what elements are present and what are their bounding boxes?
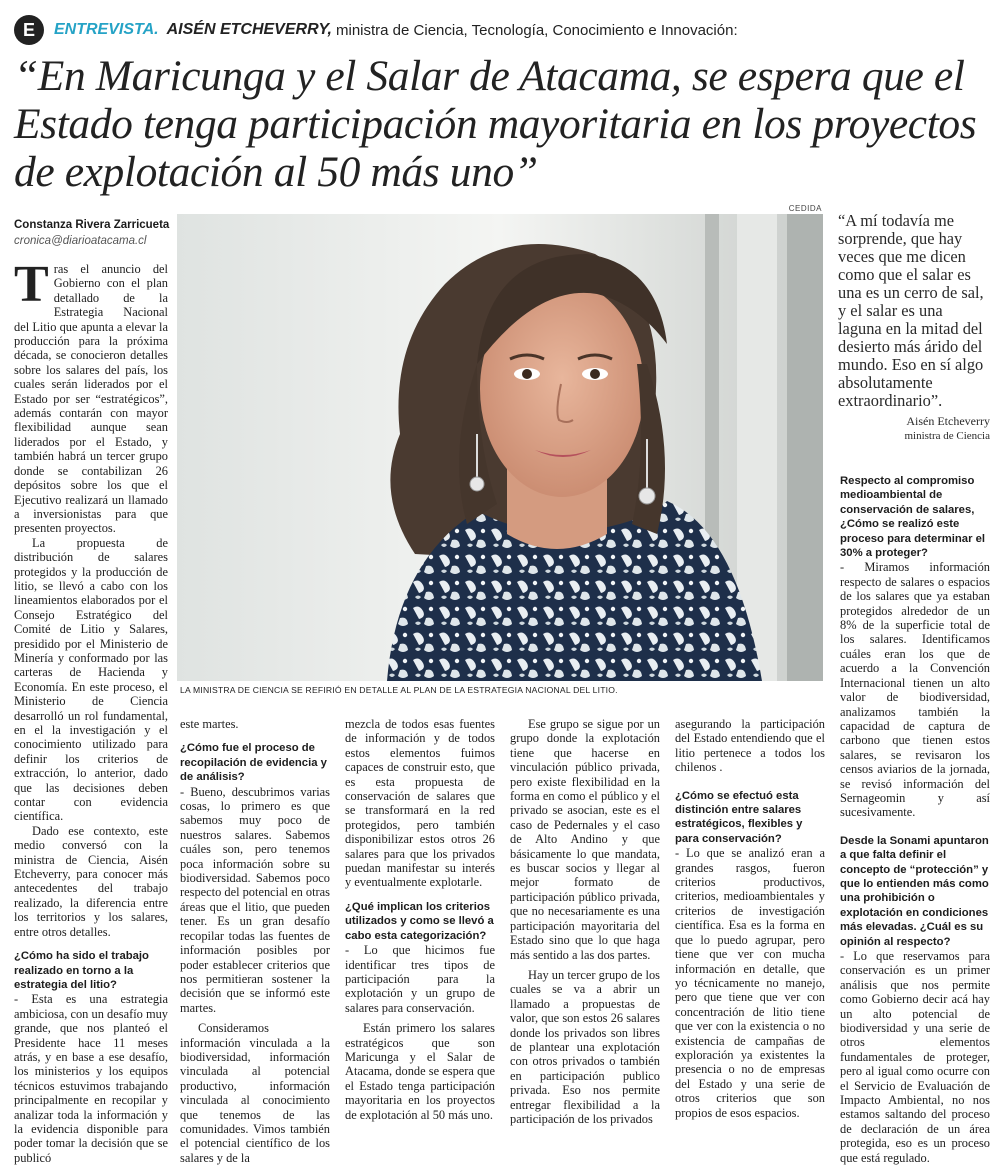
question: ¿Cómo fue el proceso de recopilación de evidencia y de análisis? [180,742,327,784]
byline [14,217,174,249]
interviewee-name: AISÉN ETCHEVERRY, [166,21,332,38]
answer: - Esta es una estrategia ambiciosa, con un desafío muy grande, que nos planteó el Presidente hace 11 meses atrás, y en base a ese desafío, los ministerios y los equipos técnicos estuvimos trabajando principalmente en recopilar y analizar toda la información y la evidencia disponible para poder tomar la decisión que se publicó [14,992,168,1165]
question: ¿Cómo ha sido el trabajo realizado en torno a la estrategia del litio? [14,950,149,991]
article-column-4 [510,717,660,1126]
answer: - Lo que reservamos para conservación es un primer análisis que nos permite como Gobierno decir acá hay un alto potencial de biodiversidad y una serie de otros elementos fundamentales de proteger, pero al igual como ocurre con el Servicio de Evaluación de Impacto Ambiental, no nos estamos saltando del proceso de declaración de un área protegida, eso es un proceso que está regulado. [840,949,990,1165]
section-tag: ENTREVISTA. [54,21,159,38]
paragraph: Hay un tercer grupo de los cuales se va a abrir un llamado a propuestas de valor, que son estos 26 salares donde los privados son libres de plantear una explotación con otros privados o también en participación publico privada. Eso nos permite entregar flexibilidad a la participación de los privados [510,967,660,1126]
paragraph: mezcla de todos esas fuentes de información y de todos estos elementos fuimos capaces de construir esto, que es esta propuesta de conservación de salares que se transformará en la red protegidos, pero también disponibilizar estos otros 26 salares para que los privados puedan manifestar su interés y eventualmente explotarle. [345,717,495,890]
portrait-illustration [177,214,823,681]
headline: “En Maricunga y el Salar de Atacama, se espera que el Estado tenga participación mayoritaria en los proyectos de explotación al 50 más uno” [14,52,977,196]
pull-quote-role: ministra de Ciencia [904,430,990,442]
author-name: Constanza Rivera Zarricueta [14,219,170,231]
question: ¿Cómo se efectuó esta distinción entre salares estratégicos, flexibles y para conservación? [675,789,803,845]
question: ¿Qué implican los criterios utilizados y como se llevó a cabo esta categorización? [345,900,494,942]
question: Desde la Sonami apuntaron a que falta definir el concepto de “protección” y que lo entienden más como una prohibición o explotación en condiciones más elevadas. ¿Cuál es su opinión al respecto? [840,834,989,948]
article-column-6 [840,474,990,1165]
paragraph: Consideramos información vinculada a la biodiversidad, información vinculada al potencial productivo, información vinculada al conocimiento que tenemos de las comunidades. Vimos también el potencial científico de los salares y de la [180,1021,330,1165]
photo-credit: CEDIDA [788,204,822,213]
article-column-3 [345,717,495,1122]
pull-quote-source: Aisén Etcheverry [906,414,990,428]
answer: - Miramos información respecto de salares o espacios de los salares que ya estaban protegidos alrededor de un 8% de la superficie total de los salares. Identificamos cuáles eran los que de acuerdo a la Convención Internacional tienen un alto valor de biodiversidad, analizamos también la capacidad de captura de carbono que tienen estos salares, se revisaron los censos aviarios de la jornada, se revisó información del Sernageomin y así sucesivamente. [840,560,990,820]
section-badge: E [14,15,44,45]
paragraph: La propuesta de distribución de salares protegidos y la producción de litio, se llevó a cabo con los lineamientos elaborados por el Consejo Estratégico del Comité de Litio y Salares, presidido por el Ministerio de Minería y conformado por las carteras de Hacienda y Economía. En este proceso, el Ministerio de Ciencia desarrolló un rol fundamental, en el la investigación y el conocimiento utilizado para definir los criterios de extracción, lo anterior, dado que las decisiones deben contar con evidencia científica. [14,535,168,824]
article-column-2 [180,717,330,1165]
photo-caption: LA MINISTRA DE CIENCIA SE REFIRIÓ EN DETALLE AL PLAN DE LA ESTRATEGIA NACIONAL DEL LITIO. [180,685,618,695]
pull-quote-text: “A mí todavía me sorprende, que hay veces que me dicen como que el salar es una es un cerro de sal, y el salar es una laguna en la mitad del desierto más árido del mundo. Eso en sí algo absolutamente extraordinario”. [838,211,984,410]
paragraph: Dado ese contexto, este medio conversó con la ministra de Ciencia, Aisén Etcheverry, para conocer más antecedentes del trabajo realizado, la diferencia entre los territorios y los salares, entre otros detalles. [14,823,168,939]
article-column-5 [675,717,825,1120]
article-column-1 [14,256,168,1165]
interviewee-photo [177,214,823,681]
paragraph: Ese grupo se sigue por un grupo donde la explotación tiene que hacerse en vinculación público privada, pero existe flexibilidad en la forma en como el público y el privado se asocian, este es el caso de Pedernales y el caso de Alto Andino y que básicamente lo que mandata, es buscar socios y llegar al mejor formato de participación público privada, que no necesariamente es una participación mayoritaria del Estado sino que lo que haga más sentido a las dos partes. [510,717,660,962]
kicker [14,14,738,46]
paragraph: Están primero los salares estratégicos que son Maricunga y el Salar de Atacama, donde se espera que el Estado tenga participación mayoritaria en los proyectos de explotación al 50 más uno. [345,1021,495,1122]
answer: - Lo que hicimos fue identificar tres tipos de participación para la explotación y un grupo de salares para conservación. [345,943,495,1015]
paragraph-text: ras el anuncio del Gobierno con el plan detallado de la Estrategia Nacional del Litio que apunta a elevar la producción para la próxima década, se conocieron detalles sobre los salares del país, los cuales serán liderados por el Estado por ser “estratégicos”, además contarán con mayor flexibilidad aunque sean liderados por el Estado, y también habrá un tercer grupo donde se contabilizan 26 depósitos sobre los que el Ejecutivo realizará un llamado a inversionistas para que presenten proyectos. [14,262,168,536]
answer: - Lo que se analizó eran a grandes rasgos, fueron criterios productivos, criterios, medioambientales y criterios de investigación científica. Esa es la forma en que lo puedo agrupar, pero tiene que ver con mucha información en detalle, que yo técnicamente no manejo, pero que tiene que ver con concentración de litio tiene que ver con la existencia o no existencia de campañas de exploración ya existentes la presencia o no de empresas del Estado y una serie de otros criterios que son propios de esos espacios. [675,846,825,1120]
paragraph: asegurando la participación del Estado entendiendo que el litio pertenece a todos los chilenos . [675,717,825,775]
paragraph: este martes. [180,717,239,731]
answer: - Bueno, descubrimos varias cosas, lo primero es que sabemos muy poco de nuestros salares. Sabemos cuáles son, pero tenemos poca información sobre su biodiversidad. Sabemos poco respecto del potencial en otras áreas que el litio, que pueden tener. Es un gran desafío recopilar todas las fuentes de información posibles por poder establecer criterios que nos permitieran sostener la decisión que se informó este martes. [180,784,331,1015]
lead-paragraph [14,256,168,536]
drop-cap: T [14,256,49,313]
question: Respecto al compromiso medioambiental de conservación de salares, ¿Cómo se realizó este proceso para determinar el 30% a proteger? [840,475,986,560]
interviewee-role: ministra de Ciencia, Tecnología, Conocimiento e Innovación: [336,21,738,39]
author-email: cronica@diarioatacama.cl [14,235,147,247]
pull-quote [838,212,990,443]
